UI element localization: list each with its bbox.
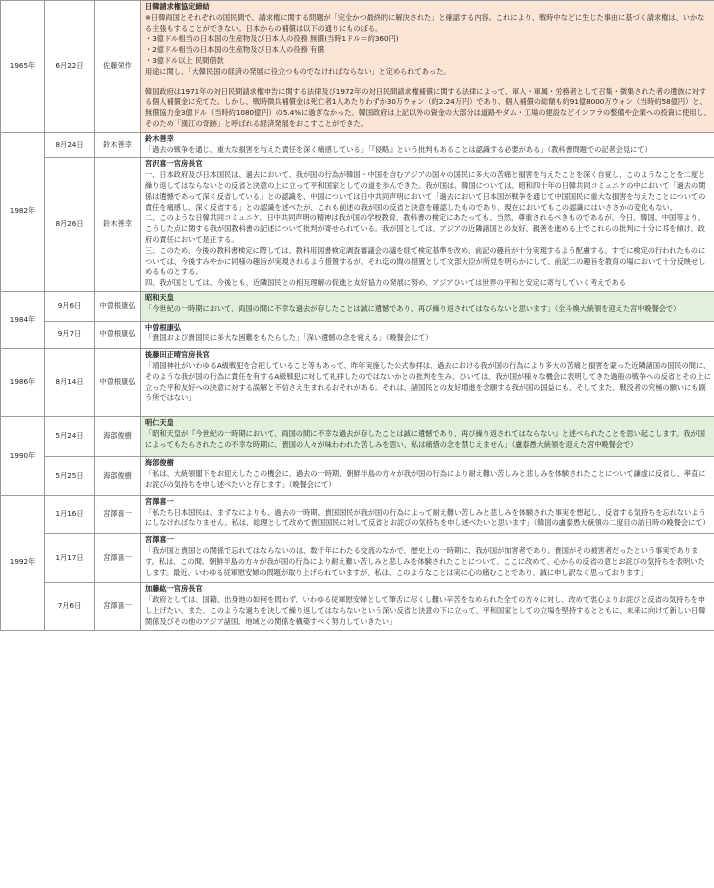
table-row (1, 291, 714, 321)
year-cell: 1990年 (1, 417, 45, 496)
statement-text: 「靖国神社がいわゆるA級戦犯を合祀していること等もあって、昨年実施した公式参拝は、過去における我が国の行為により多大の苦痛と損害を蒙った近隣諸国の国民の間に、そのような我が国の行為に責任を有するA級戦犯に対して礼拝したのではないかとの批判を生み、ひいては、我が国が様々な機会に表明してきた過般の戦争への反省とその上に立った平和友好への決意に対する誤解と不信さえ生まれるおそれがある。それは、諸国民との友好増進を念願する我が国の国益にも、そしてまた、戦没者の究極の願いにも副う所ではない」 (145, 360, 711, 403)
prime-minister-cell: 宮澤喜一 (95, 534, 141, 583)
statement-text: ・3億ドル相当の日本国の生産物及び日本人の役務 無償(当時1ドル＝約360円) (145, 34, 399, 44)
statement-cell (141, 457, 714, 495)
table-row (1, 132, 714, 158)
statement-text: 「政府としては、国籍、出身地の如何を問わず、いわゆる従軍慰安婦として筆舌に尽くし難い辛苦をなめられた全ての方々に対し、改めて衷心よりお詫びと反省の気持ちを申し上げたい。また、このような過ちを決して繰り返してはならないという深い反省と決意の下に立って、平和国家としての立場を堅持するとともに、未来に向けて新しい日韓関係及びその他のアジア諸国、地域との関係を構築すべく努力していきたい」 (145, 595, 706, 626)
statement-text: 「私は、大統領閣下をお迎えしたこの機会に、過去の一時期、朝鮮半島の方々が我が国の行為により耐え難い苦しみと悲しみを体験されたことについて謙虚に反省し、率直にお詫びの気持ちを申し述べたいと存じます」（晩餐会にて） (145, 469, 706, 490)
table-row (1, 457, 714, 495)
prime-minister-cell: 宮澤喜一 (95, 495, 141, 533)
statement-cell (141, 1, 714, 133)
statement-text: ・2億ドル相当の日本国の生産物及び日本人の役務 有償 (145, 45, 325, 55)
statement-text: 三、このため、今後の教科書検定に際しては、教科用図書検定調査審議会の議を経て検定基準を改め、前記の趣旨が十分実現するよう配慮する。すでに検定の行われたものについては、今後すみやかに同様の趣旨が実現されるよう措置するが、それ迄の間の措置として文部大臣が所見を明らかにして、前記二の趣旨を教育の場において十分反映せしめるものとする。 (145, 245, 706, 277)
prime-minister-cell: 佐藤栄作 (95, 1, 141, 133)
statement-text: 「私たち日本国民は、まずなによりも、過去の一時期、貴国国民が我が国の行為によって耐え難い苦しみと悲しみを体験された事実を想起し、反省する気持ちを忘れないようにしなければなりません。私は、総理として改めて貴国国民に対して反省とお詫びの気持ちを申し述べたいと思います」（韓国の盧泰愚大統領の二度目の訪日時の晩餐会にて） (145, 507, 710, 528)
prime-minister-cell: 中曽根康弘 (95, 291, 141, 321)
statement-heading: 後藤田正晴官房長官 (145, 350, 210, 360)
date-cell: 9月6日 (45, 291, 95, 321)
statement-heading: 宮沢喜一官房長官 (145, 159, 203, 169)
statement-heading: 昭和天皇 (145, 292, 174, 302)
prime-minister-cell: 中曽根康弘 (95, 349, 141, 417)
table-row (1, 495, 714, 533)
date-cell: 8月26日 (45, 158, 95, 292)
statement-text: 韓国政府は1971年の対日民間請求権申告に関する法律及び1972年の対日民間請求権補償に関する法律によって、軍人・軍属・労務者として召集・徴集された者の遺族に対する個人補償金に充てた。しかし、戦時徴兵補償金は死亡者1人あたりわずか30万ウォン（約2.24万円）であり、個人補償の総額も約91億8000万ウォン（当時約58億円）と、無償協力金3億ドル（当時約1080億円）の5.4%に過ぎなかった。韓国政府は上記以外の資金の大部分は道路やダム・工場の建設などインフラの整備や企業への投資に使用し、そのため「漢江の奇跡」と呼ばれる経済発展をおこすことができた。 (145, 86, 711, 128)
year-cell: 1986年 (1, 349, 45, 417)
statement-heading: 明仁天皇 (145, 418, 174, 428)
statement-heading: 宮澤喜一 (145, 496, 174, 506)
prime-minister-cell: 宮澤喜一 (95, 583, 141, 630)
date-cell: 7月6日 (45, 583, 95, 630)
year-cell: 1984年 (1, 291, 45, 348)
date-cell: 5月24日 (45, 417, 95, 457)
date-cell: 8月24日 (45, 132, 95, 158)
statement-heading: 海部俊樹 (145, 458, 174, 468)
prime-minister-cell: 中曽根康弘 (95, 321, 141, 349)
statement-heading: 加藤紘一官房長官 (145, 584, 203, 594)
statement-heading: 日韓請求権協定締結 (145, 2, 210, 11)
statement-text: 四、我が国としては、今後とも、近隣国民との相互理解の促進と友好協力の発展に努め、アジアひいては世界の平和と安定に寄与していく考えである (145, 278, 626, 288)
year-cell: 1982年 (1, 132, 45, 291)
statement-text: 用途に関し、「大韓民国の経済の発展に役立つものでなければならない」と定められてあった。 (145, 66, 451, 76)
date-cell: 5月25日 (45, 457, 95, 495)
statement-text: 「昭和天皇が『今世紀の一時期において、両国の間に不幸な過去が存したことは誠に遺憾であり、再び繰り返されてはならない』と述べられたことを思い起こします。我が国によってもたらされたこの不幸な時期に、貴国の人々が味わわれた苦しみを思い、私は痛惜の念を禁じえません」（盧泰愚大統領を迎えた宮中晩餐会で） (145, 428, 705, 449)
prime-minister-cell: 鈴木善幸 (95, 158, 141, 292)
statement-text: 二、このような日韓共同コミュニケ、日中共同声明の精神は我が国の学校教育、教科書の検定にあたっても、当然、尊重されるべきものであるが、今日、韓国、中国等より、こうした点に関する我が国教科書の記述について批判が寄せられている。我が国としては、アジアの近隣諸国との友好、親善を進める上でこれらの批判に十分に耳を傾け、政府の責任において是正する。 (145, 213, 705, 244)
statement-heading: 鈴木善幸 (145, 133, 174, 143)
statement-cell (141, 417, 714, 457)
statement-cell (141, 534, 714, 583)
statement-heading: 宮澤喜一 (145, 535, 174, 545)
prime-minister-cell: 海部俊樹 (95, 457, 141, 495)
table-row (1, 583, 714, 630)
date-cell: 8月14日 (45, 349, 95, 417)
statement-text: 「貴国および貴国民に多大な困難をもたらした」「深い遺憾の念を覚える」（晩餐会にて） (145, 333, 433, 343)
table-row (1, 534, 714, 583)
statement-text: 「我が国と貴国との関係で忘れてはならないのは、数千年にわたる交流のなかで、歴史上の一時期に、我が国が加害者であり、貴国がその被害者だったという事実であります。私は、この間、朝鮮半島の方々が我が国の行為により耐え難い苦しみと悲しみを体験されたことについて、ここに改めて、心からの反省の意とお詫びの気持ちを表明いたします。最近、いわゆる従軍慰安婦の問題が取り上げられていますが、私は、このようなことは実に心の痛むことであり、誠に申し訳なく思っております」 (145, 546, 705, 577)
table-row (1, 321, 714, 349)
statement-cell (141, 495, 714, 533)
statement-cell (141, 583, 714, 630)
table-row (1, 417, 714, 457)
statement-text: ※日韓両国とそれぞれの国民間で、請求権に関する問題が「完全かつ最終的に解決された」と確認する内容。これにより、戦時中などに生じた事由に基づく請求権は、いかなる主張もすることができない。日本からの補償は以下の通りにものぼる。 (145, 12, 705, 33)
statement-text (145, 78, 711, 87)
date-cell: 6月22日 (45, 1, 95, 133)
table-row (1, 349, 714, 417)
statement-cell (141, 321, 714, 349)
statement-cell (141, 349, 714, 417)
year-cell: 1992年 (1, 495, 45, 630)
table-row (1, 158, 714, 292)
date-cell: 1月16日 (45, 495, 95, 533)
statement-cell (141, 132, 714, 158)
table-row (1, 1, 714, 133)
year-cell: 1965年 (1, 1, 45, 133)
statement-cell (141, 291, 714, 321)
statement-heading: 中曽根康弘 (145, 322, 181, 332)
statement-text: 「今世紀の一時期において、両国の間に不幸な過去が存したことは誠に遺憾であり、再び繰り返されてはならないと思います」（全斗煥大統領を迎えた宮中晩餐会で） (145, 303, 681, 313)
statement-text: ・3億ドル以上 民間借款 (145, 55, 224, 65)
prime-minister-cell: 海部俊樹 (95, 417, 141, 457)
statement-text: 一、日本政府及び日本国民は、過去において、我が国の行為が韓国・中国を含むアジアの国々の国民に多大の苦痛と損害を与えたことを深く自覚し、このようなことを二度と繰り返してはならないとの反省と決意の上に立って平和国家としての道を歩んできた。我が国は、韓国については、昭和四十年の日韓共同コミュニケの中において「過去の関係は遺憾であって深く反省している」との認識を、中国については日中共同声明において「過去において日本国が戦争を通じて中国国民に重大な損害を与えたことについての責任を痛感し、深く反省する」との認識を述べたが、これも前述の我が国の反省と決意を確認したものであり、現在においてもこの認識にはいささかの変化もない。 (145, 170, 706, 212)
prime-minister-cell: 鈴木善幸 (95, 132, 141, 158)
statement-text: 「過去の戦争を通じ、重大な損害を与えた責任を深く痛感している」「『侵略』という批判もあることは認識する必要がある」（教科書問題での記者会見にて） (145, 144, 652, 154)
date-cell: 9月7日 (45, 321, 95, 349)
date-cell: 1月17日 (45, 534, 95, 583)
statement-cell (141, 158, 714, 292)
